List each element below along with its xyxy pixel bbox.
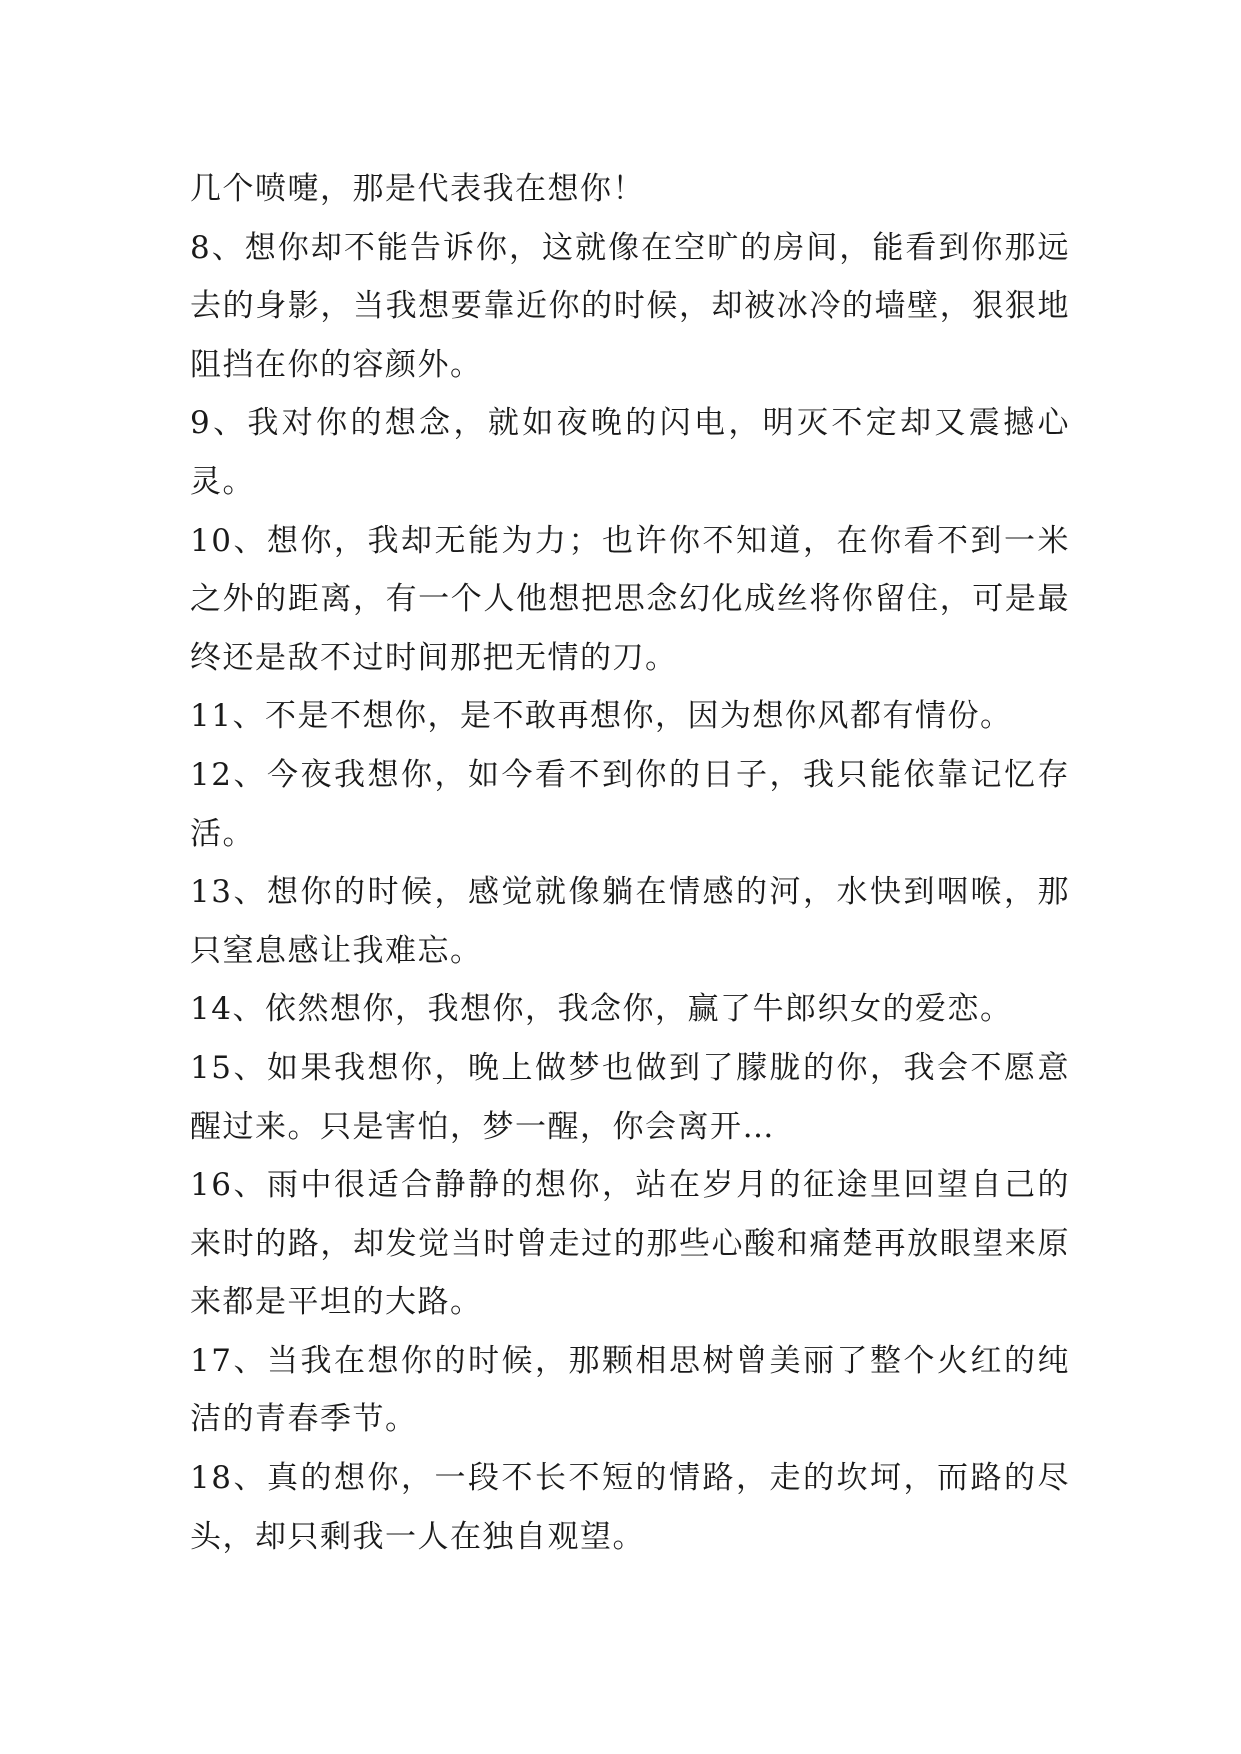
paragraph: 15、如果我想你，晚上做梦也做到了朦胧的你，我会不愿意醒过来。只是害怕，梦一醒，你会离开… xyxy=(190,1049,1070,1145)
paragraph: 17、当我在想你的时候，那颗相思树曾美丽了整个火红的纯洁的青春季节。 xyxy=(190,1342,1070,1438)
paragraph: 13、想你的时候，感觉就像躺在情感的河，水快到咽喉，那只窒息感让我难忘。 xyxy=(190,874,1070,969)
paragraph: 11、不是不想你，是不敢再想你，因为想你风都有情份。 xyxy=(190,698,1013,735)
paragraph: 10、想你，我却无能为力；也许你不知道，在你看不到一米之外的距离，有一个人他想把思念幻化成丝将你留住，可是最终还是敌不过时间那把无情的刀。 xyxy=(190,522,1070,676)
paragraph: 16、雨中很适合静静的想你，站在岁月的征途里回望自己的来时的路，却发觉当时曾走过的那些心酸和痛楚再放眼望来原来都是平坦的大路。 xyxy=(190,1167,1070,1321)
paragraph: 14、依然想你，我想你，我念你，赢了牛郎织女的爱恋。 xyxy=(190,991,1013,1028)
paragraph: 8、想你却不能告诉你，这就像在空旷的房间，能看到你那远去的身影，当我想要靠近你的时候，却被冰冷的墙壁，狠狠地阻挡在你的容颜外。 xyxy=(190,229,1070,383)
paragraph: 9、我对你的想念，就如夜晚的闪电，明灭不定却又震撼心灵。 xyxy=(190,405,1070,500)
document-body xyxy=(190,160,1070,1566)
paragraph: 几个喷嚏，那是代表我在想你！ xyxy=(190,171,645,207)
paragraph: 12、今夜我想你，如今看不到你的日子，我只能依靠记忆存活。 xyxy=(190,756,1070,852)
paragraph: 18、真的想你，一段不长不短的情路，走的坎坷，而路的尽头，却只剩我一人在独自观望。 xyxy=(190,1460,1070,1555)
